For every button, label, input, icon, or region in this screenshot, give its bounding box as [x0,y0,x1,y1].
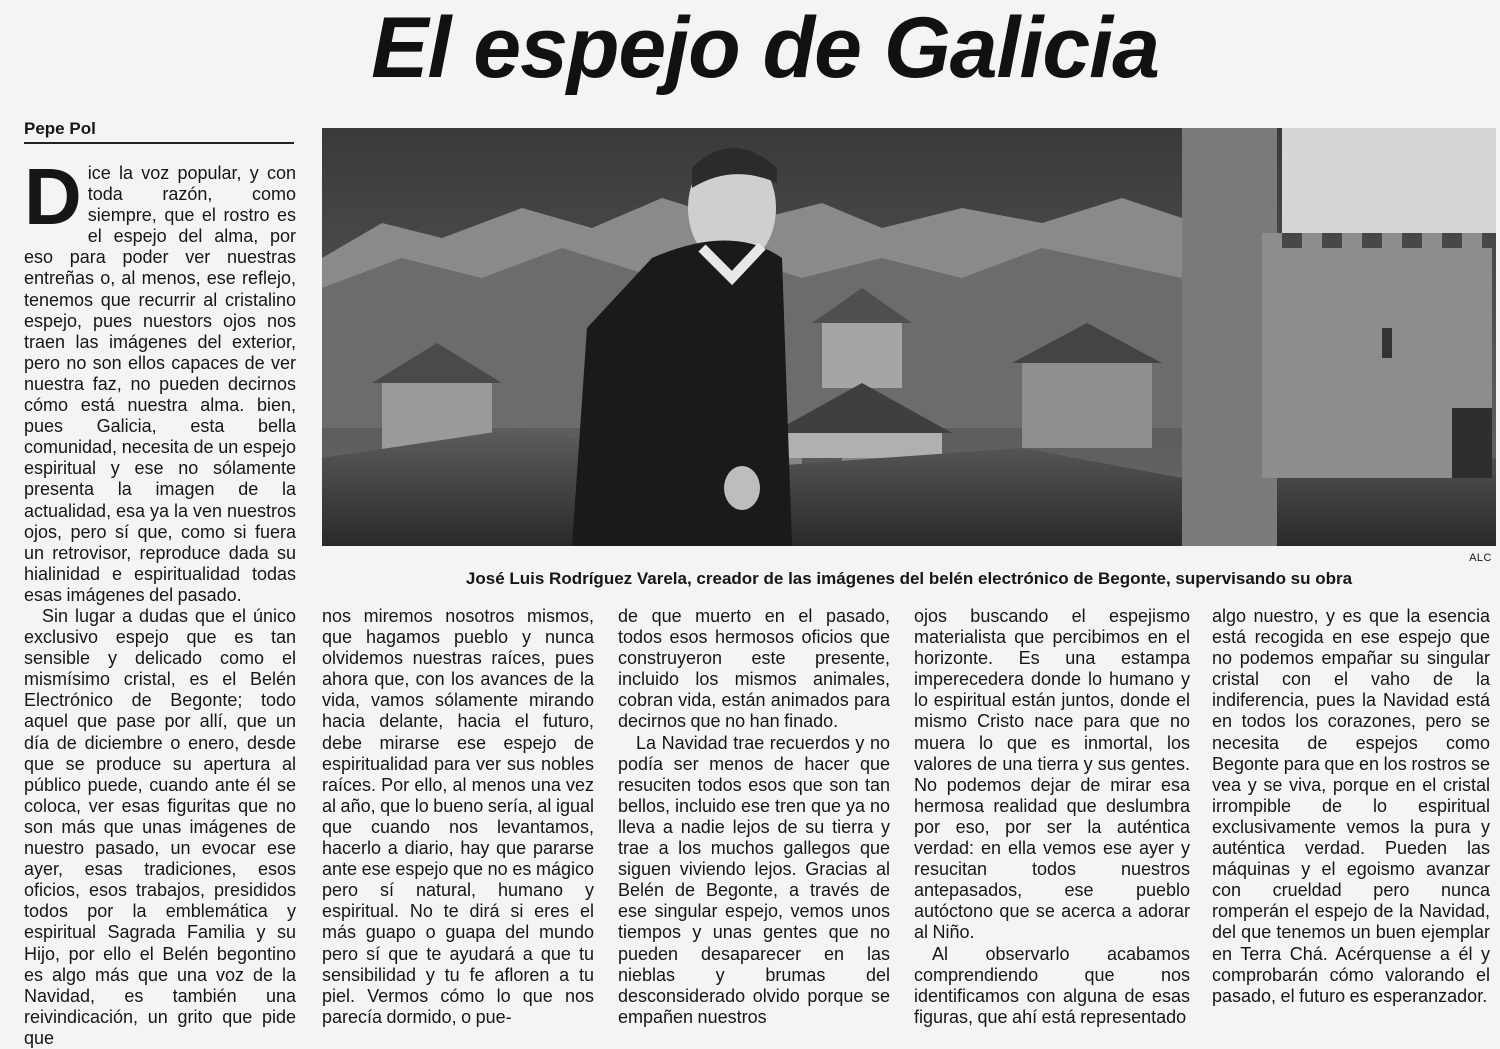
paragraph: nos miremos nosotros mismos, que hagamos pueblo y nunca olvidemos nuestras raíces, pues ahora que, con los avances de la vida, vamos sólamente mirando hacia delante, hacia el futuro, debe mirarse ese espejo de espiritualidad para ver sus nobles raíces. Por ello, al menos una vez al año, que lo bueno sería, al igual que cuando nos levantamos, hacerlo a diario, hay que pararse ante ese espejo que no es mágico pero sí natural, humano y espiritual. No te dirá si eres el más guapo o guapa del mundo pero sí que te ayudará a que tu sensibilidad y tu fe afloren a tu piel. Vermos cómo lo que nos parecía dormido, o pue- [322,606,594,1027]
photo-scene [322,128,1496,546]
paragraph: ice la voz popular, y con toda razón, como siempre, que el rostro es el espejo del alma, por eso para poder ver nuestras entreñas o, al menos, ese reflejo, tenemos que recurrir al cristalino espejo, pues nuestors ojos nos traen las imágenes del exterior, pero no son ellos capaces de ver nuestra faz, no pueden decirnos cómo está nuestra alma. bien, pues Galicia, esta bella comunidad, necesita de un espejo espiritual y ese no sólamente presenta la imagen de la actualidad, esa ya la ven nuestros ojos, pero sí que, como si fuera un retrovisor, reproduce dada su hialinidad e espiritualidad todas esas imágenes del pasado. [24,163,296,605]
paragraph: algo nuestro, y es que la esencia está recogida en ese espejo que no podemos empañar su singular cristal con el vaho de la indiferencia, pues la Navidad está en todos los corazones, pero se necesita de espejos como Begonte para que en los rostros se vea y se viva, porque en el cristal irrompible de lo espiritual exclusivamente vemos la pura y auténtica verdad. Pueden las máquinas y el egoismo avanzar con crueldad pero nunca romperán el espejo de la Navidad, del que tenemos un buen ejemplar en Terra Chá. Acérquense a él y comprobarán cómo valorando el pasado, el futuro es esperanzador. [1212,606,1490,1006]
paragraph: ojos buscando el espejismo materialista que percibimos en el horizonte. Es una estampa imperecedera donde lo humano y lo espiritual están juntos, donde el mismo Cristo nace para que no muera lo que es inmortal, los valores de una tierra y sus gentes. No podemos dejar de mirar esa hermosa realidad que deslumbra por eso, por ser la auténtica verdad: en ella vemos ese ayer y resucitan todos nuestros antepasados, ese pueblo autóctono que se acerca a adorar al Niño. [914,606,1190,943]
photo-credit: ALC [1469,552,1492,564]
article-photo [322,128,1496,546]
drop-cap: D [24,152,82,241]
paragraph: La Navidad trae recuerdos y no podía ser menos de hacer que resuciten todos esos que son tan bellos, incluido ese tren que ya no lleva a nadie lejos de su tierra y trae a los muchos gallegos que siguen viviendo lejos. Gracias al Belén de Begonte, a través de ese singular espejo, vemos unos tiempos y unas gentes que no pueden desaparecer en las nieblas y brumas del desconsiderado olvido porque se empañen nuestros [618,732,890,1027]
column-1-top [24,152,296,606]
column-1-bottom [24,606,296,1049]
byline: Pepe Pol [24,118,294,144]
paragraph: de que muerto en el pasado, todos esos hermosos oficios que construyeron este presente, incluido los mismos animales, cobran vida, están animados para decirnos que no han finado. [618,606,890,732]
paragraph: Sin lugar a dudas que el único exclusivo espejo que es tan sensible y delicado como el mismísimo cristal, es el Belén Electrónico de Begonte; todo aquel que pase por allí, que un día de diciembre o enero, desde que se produce su apertura al público puede, cuando ante él se coloca, ver esas figuritas que no son más que unas imágenes de nuestro pasado, un evocar ese ayer, esas tradiciones, esos oficios, esos trabajos, presididos todos por la emblemática y espiritual Sagrada Familia y su Hijo, por ello el Belén begontino es algo más que una voz de la Navidad, es también una reivindicación, un grito que pide que [24,606,296,1048]
column-4 [914,606,1190,1028]
column-5 [1212,606,1490,1007]
headline: El espejo de Galicia [371,0,1159,96]
paragraph: Al observarlo acabamos comprendiendo que nos identificamos con alguna de esas figuras, que ahí está representado [914,943,1190,1027]
photo-caption: José Luis Rodríguez Varela, creador de las imágenes del belén electrónico de Begonte, supervisando su obra [465,569,1353,588]
column-3 [618,606,890,1028]
column-2 [322,606,594,1028]
